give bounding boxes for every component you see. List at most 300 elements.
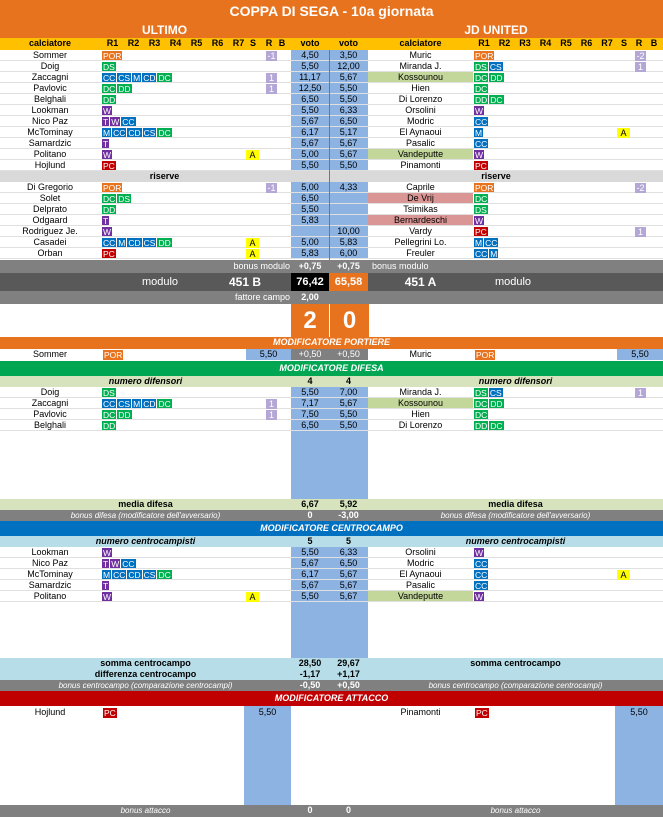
col-b: B	[278, 38, 286, 48]
player-name: Hien	[411, 83, 430, 93]
role-chip: CS	[118, 72, 131, 82]
diff-home: -1,17	[299, 669, 321, 679]
role-chips	[474, 138, 619, 148]
player-name: El Aynaoui	[399, 127, 442, 137]
role-chip: DC	[158, 398, 171, 408]
media-label: media difesa	[118, 499, 173, 509]
difesa-sub	[0, 376, 663, 387]
vote-column	[244, 706, 291, 805]
col-role: R1	[478, 38, 490, 48]
role-chip: W	[475, 105, 484, 115]
vote-value: 5,50	[291, 105, 329, 115]
bonus-marker: 1	[635, 62, 646, 72]
star-marker: A	[246, 238, 259, 248]
role-chips	[474, 547, 619, 557]
section-attacco	[0, 691, 663, 706]
vote-value: 5,67	[291, 580, 329, 590]
vote-value: 4,50	[291, 50, 329, 60]
role-chip: DC	[475, 72, 488, 82]
role-chip: M	[475, 237, 483, 247]
role-chips	[474, 127, 619, 137]
role-chips	[102, 193, 247, 203]
role-chips	[102, 204, 247, 214]
vote-value: 11,17	[291, 72, 329, 82]
bonus-centro-label: bonus centrocampo (comparazione centrocampi)	[428, 681, 603, 690]
col-role: R6	[580, 38, 593, 48]
centro-row	[0, 569, 663, 580]
star-marker: A	[617, 570, 630, 580]
role-chips	[474, 72, 619, 82]
vote-value: 5,50	[291, 160, 329, 170]
player-name: Di Lorenzo	[398, 94, 443, 104]
col-r: R	[265, 38, 273, 48]
star-marker: A	[246, 592, 259, 602]
role-chips	[102, 105, 247, 115]
role-chip: POR	[104, 349, 123, 360]
role-chip: DC	[475, 409, 488, 419]
player-name: Miranda J.	[399, 61, 442, 71]
role-chips	[474, 558, 619, 568]
role-chips	[102, 61, 247, 71]
role-chip: M	[103, 127, 111, 137]
vote-value: 5,50	[291, 387, 329, 397]
col-b: B	[650, 38, 658, 48]
star-marker: A	[246, 249, 259, 259]
player-name: Lookman	[31, 547, 69, 557]
role-chip: CS	[143, 569, 156, 579]
player-name: Doig	[40, 387, 60, 397]
player-name: Vandeputte	[368, 591, 473, 601]
col-role: R4	[539, 38, 552, 48]
bonus-marker: 1	[266, 84, 277, 94]
role-chips	[102, 398, 247, 408]
role-chips	[474, 83, 619, 93]
role-chips	[474, 420, 619, 430]
vote-value: 7,50	[291, 409, 329, 419]
bonus-marker: 1	[635, 227, 646, 237]
difesa-row	[0, 387, 663, 398]
team-header	[0, 22, 663, 38]
player-name: El Aynaoui	[399, 569, 442, 579]
reserve-row	[0, 237, 663, 248]
starter-row	[0, 127, 663, 138]
vote-value	[329, 204, 368, 214]
modulo-home: 451 B	[228, 275, 262, 289]
role-chip: DS	[475, 387, 487, 397]
role-chip: DS	[103, 61, 115, 71]
centro-row	[0, 580, 663, 591]
col-role: R2	[127, 38, 140, 48]
role-chip: DC	[475, 398, 488, 408]
centro-title: MODIFICATORE CENTROCAMPO	[260, 523, 403, 533]
player-name: Hien	[411, 409, 430, 419]
col-role: R7	[232, 38, 245, 48]
vote-value: 5,50	[291, 204, 329, 214]
bonus-marker: -2	[636, 50, 645, 61]
vote-value: 3,50	[329, 50, 368, 60]
bonus-modulo-label: bonus modulo	[233, 261, 290, 271]
col-player: calciatore	[28, 38, 72, 48]
col-role: R7	[601, 38, 613, 48]
keeper-vote: 5,50	[246, 349, 291, 360]
player-name: Lookman	[31, 105, 69, 115]
col-r: R	[635, 38, 643, 48]
role-chips	[474, 94, 619, 104]
role-chips	[102, 116, 247, 126]
role-chips	[102, 72, 247, 82]
vote-value: 5,50	[329, 94, 368, 104]
role-chips	[474, 569, 619, 579]
portiere-title: MODIFICATORE PORTIERE	[272, 337, 390, 347]
player-name: Kossounou	[368, 398, 473, 408]
vote-value: 5,00	[291, 237, 329, 247]
media-label: media difesa	[488, 499, 543, 509]
role-chip: DS	[475, 204, 487, 214]
modulo-away: 451 A	[404, 275, 437, 289]
somma-label: somma centrocampo	[470, 658, 561, 668]
role-chip: CC	[103, 72, 116, 82]
role-chip: DD	[490, 72, 503, 82]
col-role: R5	[560, 38, 572, 48]
vote-value: 5,67	[329, 580, 368, 590]
vote-value: 5,67	[329, 398, 368, 408]
vote-value: 5,83	[291, 248, 329, 258]
bonus-attacco-away: 0	[345, 805, 351, 815]
role-chips	[102, 50, 247, 60]
player-name: Caprile	[406, 182, 435, 192]
starter-row	[0, 105, 663, 116]
col-role: R3	[148, 38, 161, 48]
role-chip: DD	[118, 409, 131, 419]
vote-value: 7,17	[291, 398, 329, 408]
player-name: Delprato	[32, 204, 68, 214]
col-role: R6	[211, 38, 224, 48]
bonus-marker: -2	[636, 182, 645, 193]
role-chips	[102, 569, 247, 579]
role-chip: PC	[475, 226, 487, 236]
role-chip: PC	[476, 707, 488, 718]
bonus-modulo-away: +0,75	[337, 261, 360, 271]
role-chip: CC	[475, 138, 488, 148]
role-chip: DC	[103, 193, 116, 203]
role-chip: DC	[103, 83, 116, 93]
role-chips	[474, 160, 619, 170]
centro-sub	[0, 536, 663, 547]
bonus-marker: 1	[635, 388, 646, 398]
role-chip: CC	[475, 580, 488, 590]
role-chip: DD	[103, 204, 116, 214]
player-name: Hojlund	[34, 160, 66, 170]
vote-value: 5,50	[291, 591, 329, 601]
role-chip: CC	[113, 569, 126, 579]
bonus-modulo-home: +0,75	[298, 261, 322, 271]
role-chip: DC	[158, 127, 171, 137]
star-marker: A	[246, 150, 259, 160]
bonus-marker: 1	[266, 73, 277, 83]
role-chip: DS	[103, 387, 115, 397]
player-name: Samardzic	[28, 138, 72, 148]
role-chip: W	[111, 558, 120, 568]
role-chips	[102, 387, 247, 397]
player-name: Politano	[33, 149, 67, 159]
bonus-centro-away: +0,50	[337, 680, 360, 690]
somma-centro	[0, 658, 663, 669]
role-chips	[102, 580, 247, 590]
role-chip: DD	[475, 94, 488, 104]
col-s: S	[249, 38, 256, 48]
role-chip: W	[111, 116, 120, 126]
bonus-marker: -1	[267, 182, 276, 193]
role-chip: DD	[118, 83, 131, 93]
role-chip: CC	[103, 237, 116, 247]
total-away: 65,58	[329, 273, 368, 291]
role-chip: W	[103, 149, 112, 159]
role-chips	[102, 591, 247, 601]
reserve-row	[0, 182, 663, 193]
role-chips	[102, 558, 247, 568]
vote-value: 10,00	[329, 226, 368, 236]
vote-value: 5,50	[329, 420, 368, 430]
role-chips	[474, 149, 619, 159]
role-chips	[102, 237, 247, 247]
bonus-centro-label: bonus centrocampo (comparazione centrocampi)	[58, 681, 233, 690]
role-chips	[474, 61, 619, 71]
modulo-label: modulo	[141, 276, 179, 288]
player-name: Modric	[406, 558, 434, 568]
role-chip: CC	[122, 558, 135, 568]
column-divider	[329, 50, 330, 260]
modulo-label: modulo	[494, 276, 532, 288]
role-chip: DD	[103, 94, 116, 104]
role-chip: PC	[103, 160, 115, 170]
starter-row	[0, 138, 663, 149]
role-chip: CC	[475, 558, 488, 568]
difesa-row	[0, 409, 663, 420]
role-chip: W	[475, 215, 484, 225]
role-chip: DS	[475, 61, 487, 71]
difensori-away: 4	[345, 376, 351, 386]
role-chip: PC	[104, 707, 116, 718]
role-chips	[102, 409, 247, 419]
section-difesa	[0, 361, 663, 376]
role-chip: CS	[118, 398, 131, 408]
fattore-row	[0, 291, 663, 304]
reserve-row	[0, 193, 663, 204]
role-chip: CD	[128, 237, 141, 247]
team-away-name: JD UNITED	[464, 23, 528, 37]
starter-row	[0, 149, 663, 160]
role-chips	[102, 248, 247, 258]
attacker-vote: 5,50	[630, 707, 648, 717]
reserve-row	[0, 248, 663, 259]
reserve-row	[0, 215, 663, 226]
role-chip: DC	[490, 420, 503, 430]
role-chips	[474, 409, 619, 419]
vote-value	[329, 193, 368, 203]
role-chip: CS	[489, 61, 502, 71]
role-chip: DD	[490, 398, 503, 408]
player-name: De Vrij	[368, 193, 473, 203]
role-chips	[474, 182, 619, 192]
player-name: Orban	[37, 248, 63, 258]
role-chip: CS	[489, 387, 502, 397]
starter-row	[0, 61, 663, 72]
vote-value: 5,50	[291, 547, 329, 557]
bonus-marker: 1	[266, 399, 277, 409]
role-chip: W	[475, 547, 484, 557]
role-chips	[474, 591, 619, 601]
vote-value: 6,50	[291, 94, 329, 104]
vote-value: 5,67	[329, 138, 368, 148]
difensori-home: 4	[307, 376, 313, 386]
role-chip: DD	[475, 420, 488, 430]
vote-value: 5,67	[329, 591, 368, 601]
vote-value: 5,17	[329, 127, 368, 137]
vote-value: 6,33	[329, 105, 368, 115]
star-marker: A	[617, 128, 630, 138]
starter-row	[0, 94, 663, 105]
role-chips	[102, 138, 247, 148]
vote-value: 5,50	[329, 160, 368, 170]
player-name: Miranda J.	[399, 387, 442, 397]
role-chips	[474, 193, 619, 203]
role-chip: M	[490, 248, 498, 258]
player-name: Doig	[40, 61, 60, 71]
starter-row	[0, 72, 663, 83]
bonus-attacco-home: 0	[307, 805, 313, 815]
role-chip: DC	[158, 569, 171, 579]
player-name: Nico Paz	[31, 116, 68, 126]
player-name: McTominay	[27, 569, 73, 579]
player-name: Belghali	[33, 420, 67, 430]
role-chip: POR	[103, 50, 122, 60]
col-role: R1	[106, 38, 119, 48]
role-chip: CC	[475, 248, 488, 258]
player-name: McTominay	[27, 127, 73, 137]
player-name: Muric	[409, 349, 432, 359]
page-title: COPPA DI SEGA - 10a giornata	[229, 3, 434, 19]
player-name: Modric	[406, 116, 434, 126]
centro-row	[0, 591, 663, 602]
col-role: R4	[169, 38, 182, 48]
somma-label: somma centrocampo	[100, 658, 191, 668]
section-portiere	[0, 337, 663, 349]
role-chip: CS	[143, 237, 156, 247]
player-name: Solet	[39, 193, 61, 203]
player-name: Muric	[409, 50, 432, 60]
role-chip: CC	[122, 116, 135, 126]
bonus-difesa	[0, 510, 663, 521]
player-name: Hojlund	[34, 707, 66, 717]
player-name: Pinamonti	[400, 707, 441, 717]
role-chips	[102, 149, 247, 159]
vote-value: 12,50	[291, 83, 329, 93]
bonus-centro	[0, 680, 663, 691]
vote-value: 5,67	[329, 569, 368, 579]
vote-value	[329, 215, 368, 225]
player-name: Vandeputte	[368, 149, 473, 159]
diff-centro	[0, 669, 663, 680]
vote-value: 6,50	[291, 193, 329, 203]
bonus-difesa-away: -3,00	[338, 510, 359, 520]
player-name: Sommer	[32, 349, 67, 359]
role-chip: CC	[485, 237, 498, 247]
keeper-bonus: +0,50	[329, 349, 368, 360]
role-chip: M	[133, 398, 141, 408]
role-chips	[474, 248, 619, 258]
role-chip: DC	[475, 83, 488, 93]
starter-row	[0, 50, 663, 61]
role-chip: T	[103, 116, 109, 126]
col-vote: voto	[339, 38, 358, 48]
col-vote: voto	[300, 38, 320, 48]
vote-value: 5,00	[291, 182, 329, 192]
bonus-attacco-label: bonus attacco	[490, 806, 541, 815]
vote-value: 5,67	[291, 558, 329, 568]
vote-value: 6,17	[291, 127, 329, 137]
vote-value: 6,50	[329, 116, 368, 126]
bonus-difesa-label: bonus difesa (modificatore dell'avversario)	[70, 511, 221, 520]
vote-value: 6,50	[291, 420, 329, 430]
role-chips	[102, 160, 247, 170]
role-chip: CC	[113, 127, 126, 137]
player-name: Di Gregorio	[26, 182, 73, 192]
role-chip: POR	[475, 50, 494, 60]
difesa-sub-away: numero difensori	[478, 376, 553, 386]
vote-value: 5,50	[291, 61, 329, 71]
role-chips	[474, 387, 619, 397]
col-role: R2	[498, 38, 511, 48]
vote-value: 5,50	[329, 409, 368, 419]
centrocampisti-away: 5	[345, 536, 351, 546]
player-name: Pasalic	[405, 580, 435, 590]
role-chips	[102, 215, 247, 225]
vote-column	[615, 706, 663, 805]
total-home: 76,42	[291, 273, 329, 291]
difesa-title: MODIFICATORE DIFESA	[279, 363, 384, 373]
attacker-vote: 5,50	[258, 707, 277, 717]
role-chip: CC	[475, 116, 488, 126]
player-name: Freuler	[406, 248, 435, 258]
role-chips	[102, 127, 247, 137]
col-role: R3	[519, 38, 531, 48]
section-centro	[0, 521, 663, 536]
media-home: 6,67	[301, 499, 319, 509]
vote-value: 5,83	[291, 215, 329, 225]
bonus-difesa-home: 0	[307, 510, 313, 520]
role-chips	[474, 116, 619, 126]
role-chip: CD	[128, 127, 141, 137]
role-chip: POR	[475, 182, 494, 192]
vote-value: 4,33	[329, 182, 368, 192]
role-chip: PC	[475, 160, 487, 170]
role-chip: PC	[103, 248, 115, 258]
role-chip: DD	[103, 420, 116, 430]
centro-row	[0, 547, 663, 558]
player-name: Zaccagni	[31, 72, 69, 82]
role-chips	[474, 398, 619, 408]
difesa-row	[0, 398, 663, 409]
bonus-marker: 1	[266, 410, 277, 420]
player-name: Kossounou	[368, 72, 473, 82]
role-chip: CD	[143, 72, 156, 82]
role-chip: W	[475, 149, 484, 159]
centro-sub-home: numero centrocampisti	[95, 536, 196, 546]
starter-row	[0, 160, 663, 171]
attacco-title: MODIFICATORE ATTACCO	[274, 693, 389, 703]
role-chip: W	[103, 226, 112, 236]
player-name: Nico Paz	[31, 558, 68, 568]
